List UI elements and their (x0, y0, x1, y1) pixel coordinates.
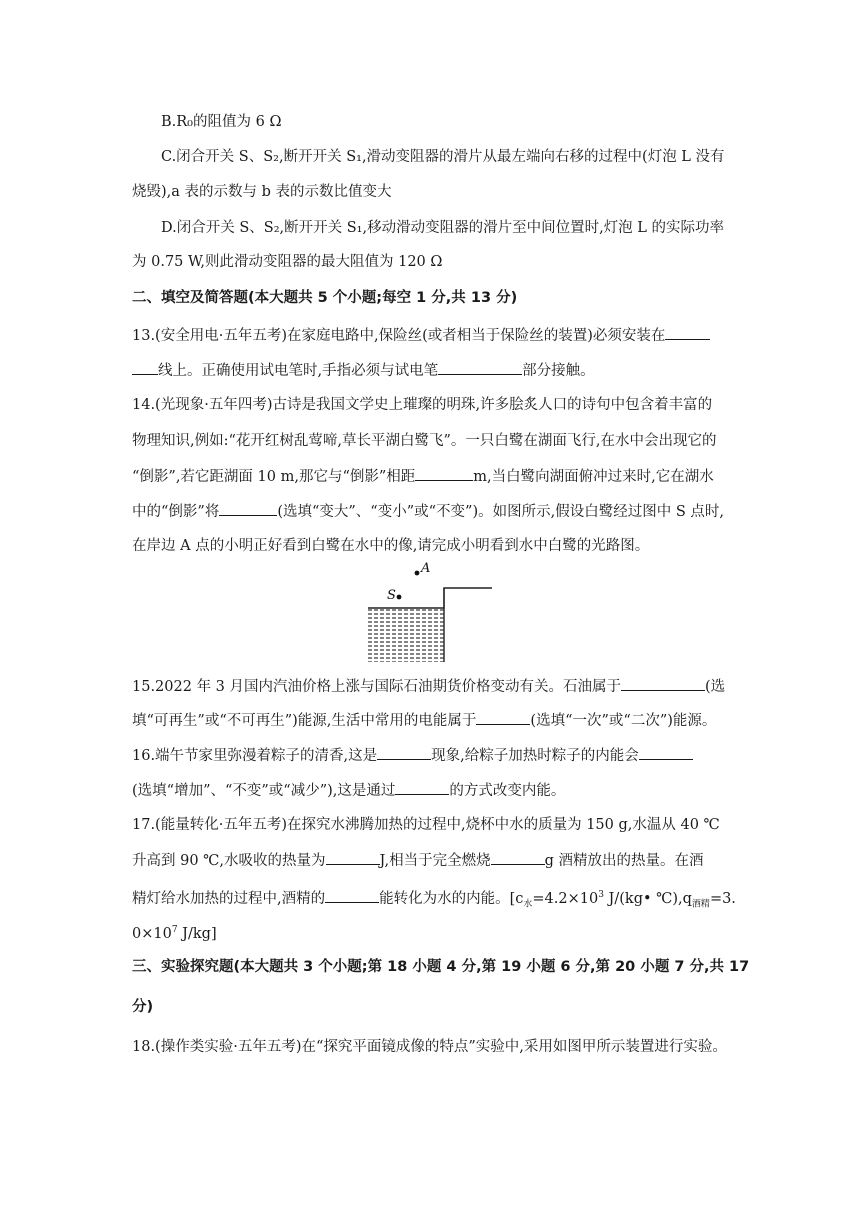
q17-text: =4.2×10 (532, 890, 599, 907)
q12-option-c-line2: 烧毁),a 表的示数与 b 表的示数比值变大 (132, 184, 392, 200)
q17-text: J/kg] (177, 925, 217, 942)
q16-text: 现象,给粽子加热时粽子的内能会 (431, 748, 639, 764)
q18-line1: 18.(操作类实验·五年五考)在“探究平面镜成像的特点”实验中,采用如图甲所示装置进行实验。 (132, 1039, 727, 1055)
q14-blank-2[interactable] (219, 501, 277, 516)
q14-blank-1[interactable] (415, 466, 473, 481)
q16-blank-1[interactable] (377, 745, 431, 760)
q17-subscript-water: 水 (523, 899, 533, 910)
q13-blank-1b[interactable] (132, 360, 158, 375)
q15-text: 填“可再生”或“不可再生”)能源,生活中常用的电能属于 (132, 713, 477, 729)
q14-line2: 物理知识,例如:“花开红树乱莺啼,草长平湖白鹭飞”。一只白鹭在湖面飞行,在水中会出现它的 (132, 433, 717, 449)
point-s (397, 595, 402, 600)
q17-text: 精灯给水加热的过程中,酒精的 (132, 890, 326, 907)
q16-blank-3[interactable] (395, 780, 449, 795)
q17-text: 能转化为水的内能。[c (379, 890, 524, 907)
q16-blank-2[interactable] (639, 745, 693, 760)
q17-text: 升高到 90 ℃,水吸收的热量为 (132, 853, 326, 869)
q17-superscript: 7 (171, 925, 178, 935)
section-3-heading-line2: 分) (132, 999, 154, 1015)
lake-shore-figure (362, 560, 498, 664)
q17-blank-1[interactable] (326, 850, 380, 865)
q13-line2 (132, 360, 732, 381)
q16-line1 (132, 745, 732, 766)
q16-text: 16.端午节家里弥漫着粽子的清香,这是 (132, 748, 378, 764)
q12-option-d-line2: 为 0.75 W,则此滑动变阻器的最大阻值为 120 Ω (132, 254, 443, 270)
q14-text: 中的“倒影”将 (132, 504, 220, 520)
q17-blank-3[interactable] (325, 888, 379, 903)
q14-text: m,当白鹭向湖面俯冲过来时,它在湖水 (473, 469, 714, 485)
q17-blank-2[interactable] (491, 850, 545, 865)
q13-text: 部分接触。 (522, 363, 595, 379)
q17-line4 (132, 920, 732, 944)
q14-text: “倒影”,若它距湖面 10 m,那它与“倒影”相距 (132, 469, 416, 485)
q16-text: (选填“增加”、“不变”或“减少”),这是通过 (132, 783, 396, 799)
q15-line2 (132, 710, 732, 731)
point-a (415, 571, 420, 576)
q17-text: J/(kg• ℃),q (603, 890, 692, 907)
q15-blank-1[interactable] (621, 676, 705, 691)
q15-text: (选填“一次”或“二次”)能源。 (530, 713, 717, 729)
section-2-heading: 二、填空及简答题(本大题共 5 个小题;每空 1 分,共 13 分) (132, 290, 518, 306)
q14-line4 (132, 501, 732, 522)
q12-option-c-line1: C.闭合开关 S、S₂,断开开关 S₁,滑动变阻器的滑片从最左端向右移的过程中(灯泡 L 没有 (161, 149, 725, 165)
q14-text: (选填“变大”、“变小”或“不变”)。如图所示,假设白鹭经过图中 S 点时, (277, 504, 724, 520)
q16-text: 的方式改变内能。 (449, 783, 566, 799)
q15-blank-2[interactable] (476, 710, 530, 725)
q17-line3 (132, 885, 736, 915)
q17-text: J,相当于完全燃烧 (379, 853, 491, 869)
q17-line2 (132, 850, 732, 871)
q15-text: 15.2022 年 3 月国内汽油价格上涨与国际石油期货价格变动有关。石油属于 (132, 679, 622, 695)
q14-line3 (132, 466, 732, 487)
label-a: A (421, 561, 431, 576)
q17-text: =3. (709, 890, 736, 907)
q17-line1: 17.(能量转化·五年五考)在探究水沸腾加热的过程中,烧杯中水的质量为 150 g,水温从 40 ℃ (132, 817, 720, 833)
q14-line1: 14.(光现象·五年四考)古诗是我国文学史上璀璨的明珠,许多脍炙人口的诗句中包含着丰富的 (132, 397, 713, 413)
q13-text: 13.(安全用电·五年五考)在家庭电路中,保险丝(或者相当于保险丝的装置)必须安装在 (132, 328, 666, 344)
q13-line1 (132, 325, 732, 346)
q13-text: 线上。正确使用试电笔时,手指必须与试电笔 (158, 363, 439, 379)
q17-text: 0×10 (132, 925, 172, 942)
q17-subscript-alcohol: 酒精 (691, 899, 710, 910)
q12-option-d-line1: D.闭合开关 S、S₂,断开开关 S₁,移动滑动变阻器的滑片至中间位置时,灯泡 L 的实际功率 (161, 220, 725, 236)
section-3-heading-line1: 三、实验探究题(本大题共 3 个小题;第 18 小题 4 分,第 19 小题 6 分,第 20 小题 7 分,共 17 (132, 959, 750, 975)
label-s: S (387, 588, 396, 603)
q13-blank-2[interactable] (438, 360, 522, 375)
q14-line5: 在岸边 A 点的小明正好看到白鹭在水中的像,请完成小明看到水中白鹭的光路图。 (132, 538, 650, 554)
q13-blank-1a[interactable] (665, 325, 710, 340)
q15-line1 (132, 676, 732, 697)
q17-text: g 酒精放出的热量。在酒 (544, 853, 704, 869)
water-region (368, 608, 444, 662)
q15-text: (选 (705, 679, 726, 695)
q12-option-b: B.R₀的阻值为 6 Ω (161, 114, 282, 130)
q17-superscript: 3 (598, 890, 604, 900)
q16-line2 (132, 780, 732, 801)
